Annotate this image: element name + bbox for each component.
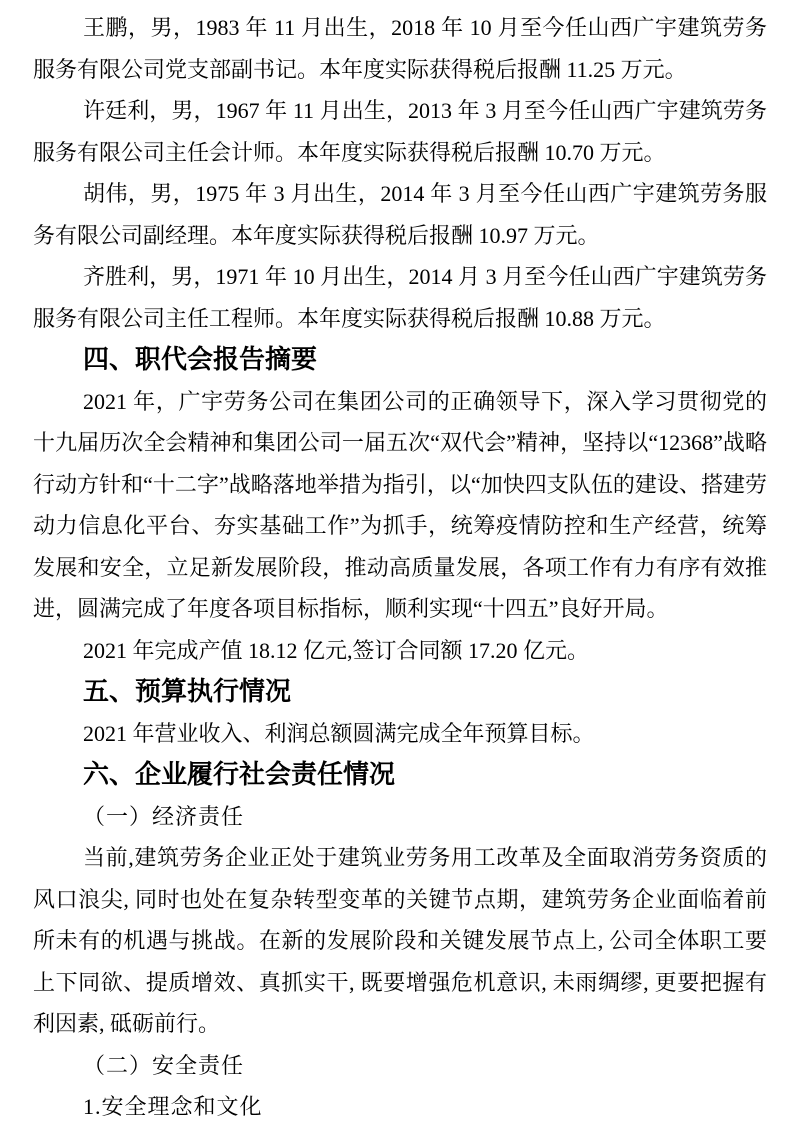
- paragraph-bio-xutingli: 许廷利，男，1967 年 11 月出生，2013 年 3 月至今任山西广宇建筑劳务服务有限公司主任会计师。本年度实际获得税后报酬 10.70 万元。: [33, 98, 767, 165]
- subheading-safety-responsibility: （二）安全责任: [83, 1052, 245, 1078]
- subheading-economic-responsibility: （一）经济责任: [83, 803, 245, 829]
- heading-section-five-budget: 五、预算执行情况: [83, 676, 292, 706]
- heading-section-four-congress-report: 四、职代会报告摘要: [83, 344, 318, 374]
- paragraph-bio-huwei: 胡伟，男，1975 年 3 月出生，2014 年 3 月至今任山西广宇建筑劳务服务有限公司副经理。本年度实际获得税后报酬 10.97 万元。: [33, 181, 767, 248]
- subheading-safety-concept-culture: 1.安全理念和文化: [83, 1094, 263, 1119]
- heading-section-six-social-responsibility: 六、企业履行社会责任情况: [83, 759, 396, 789]
- paragraph-industry-situation: 当前,建筑劳务企业正处于建筑业劳务用工改革及全面取消劳务资质的风口浪尖, 同时也处在复杂转型变革的关键节点期，建筑劳务企业面临着前所未有的机遇与挑战。在新的发展阶段和关键发展节点上, 公司全体职工要上下同欲、提质增效、真抓实干, 既要增强危机意识, 未雨绸缪, 更要把握有利因素, 砥砺前行。: [33, 845, 767, 1036]
- paragraph-budget-result: 2021 年营业收入、利润总额圆满完成全年预算目标。: [83, 720, 595, 746]
- paragraph-bio-qishengli: 齐胜利，男，1971 年 10 月出生，2014 月 3 月至今任山西广宇建筑劳务服务有限公司主任工程师。本年度实际获得税后报酬 10.88 万元。: [33, 264, 767, 331]
- paragraph-output-value: 2021 年完成产值 18.12 亿元,签订合同额 17.20 亿元。: [83, 637, 590, 663]
- paragraph-bio-wangpeng: 王鹏，男，1983 年 11 月出生，2018 年 10 月至今任山西广宇建筑劳务服务有限公司党支部副书记。本年度实际获得税后报酬 11.25 万元。: [33, 15, 767, 82]
- paragraph-congress-report-summary: 2021 年，广宇劳务公司在集团公司的正确领导下，深入学习贯彻党的十九届历次全会精神和集团公司一届五次“双代会”精神，坚持以“12368”战略行动方针和“十二字”战略落地举措为指引，以“加快四支队伍的建设、搭建劳动力信息化平台、夯实基础工作”为抓手，统筹疫情防控和生产经营，统筹发展和安全，立足新发展阶段，推动高质量发展，各项工作有力有序有效推进，圆满完成了年度各项目标指标，顺利实现“十四五”良好开局。: [33, 388, 767, 621]
